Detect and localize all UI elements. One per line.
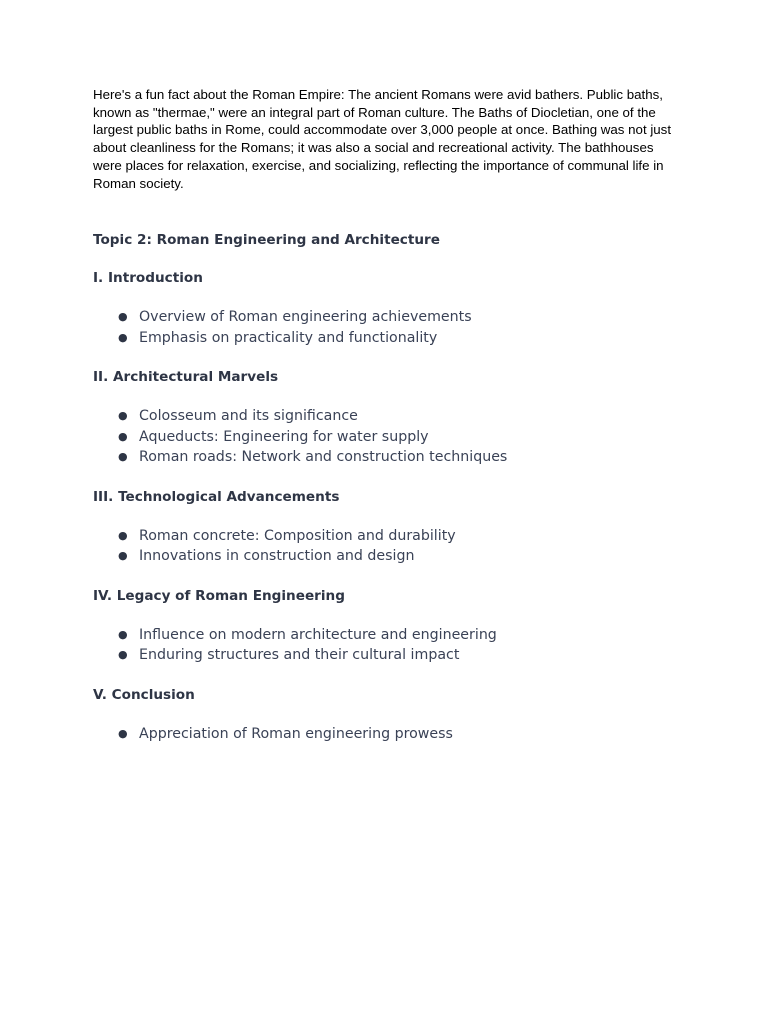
topic-outline (93, 231, 693, 764)
section-heading-architectural-marvels: II. Architectural Marvels (93, 369, 279, 385)
section-list-architectural-marvels (93, 406, 693, 468)
list-item-text: Roman roads: Network and construction techniques (139, 449, 508, 465)
section-heading-technological-advancements: III. Technological Advancements (93, 488, 340, 505)
list-item (93, 307, 693, 328)
topic-title: Topic 2: Roman Engineering and Architecture (93, 232, 440, 248)
list-item-text: Roman concrete: Composition and durability (139, 527, 456, 544)
section-heading-conclusion: V. Conclusion (93, 686, 195, 703)
list-item-text: Influence on modern architecture and engineering (139, 626, 497, 643)
bullet-icon: ● (118, 450, 128, 463)
list-item-text: Overview of Roman engineering achievements (139, 309, 472, 325)
section-heading-introduction: I. Introduction (93, 270, 203, 286)
bullet-icon: ● (118, 549, 128, 562)
intro-paragraph: Here's a fun fact about the Roman Empire: The ancient Romans were avid bathers. Public baths, known as "thermae," were an integral part of Roman culture. The Baths of Diocletian, one of the largest public baths in Rome, could accommodate over 3,000 people at once. Bathing was not just about cleanliness for the Romans; it was also a social and recreational activity. The bathhouses were places for relaxation, exercise, and socializing, reflecting the importance of communal life in Roman society. (93, 87, 672, 191)
list-item (93, 526, 693, 547)
list-item-text: Appreciation of Roman engineering prowess (139, 725, 453, 742)
bullet-icon: ● (118, 528, 128, 542)
list-item (93, 406, 693, 427)
list-item-text: Colosseum and its significance (139, 408, 358, 424)
list-item (93, 447, 693, 468)
list-item (93, 724, 693, 745)
list-item (93, 328, 693, 349)
list-item (93, 427, 693, 448)
section-list-legacy (93, 625, 693, 666)
section-list-conclusion (93, 724, 693, 745)
list-item (93, 546, 693, 567)
list-item-text: Innovations in construction and design (139, 548, 415, 564)
bullet-icon: ● (118, 409, 128, 422)
bullet-icon: ● (118, 627, 128, 641)
bullet-icon: ● (118, 330, 128, 344)
section-list-introduction (93, 307, 693, 348)
bullet-icon: ● (118, 726, 128, 740)
list-item (93, 645, 693, 666)
list-item (93, 625, 693, 646)
section-list-technological-advancements (93, 526, 693, 567)
list-item-text: Enduring structures and their cultural impact (139, 647, 460, 663)
bullet-icon: ● (118, 648, 128, 661)
section-heading-legacy: IV. Legacy of Roman Engineering (93, 587, 345, 604)
bullet-icon: ● (118, 310, 128, 323)
list-item-text: Aqueducts: Engineering for water supply (139, 428, 429, 445)
list-item-text: Emphasis on practicality and functionality (139, 329, 438, 346)
bullet-icon: ● (118, 429, 128, 443)
